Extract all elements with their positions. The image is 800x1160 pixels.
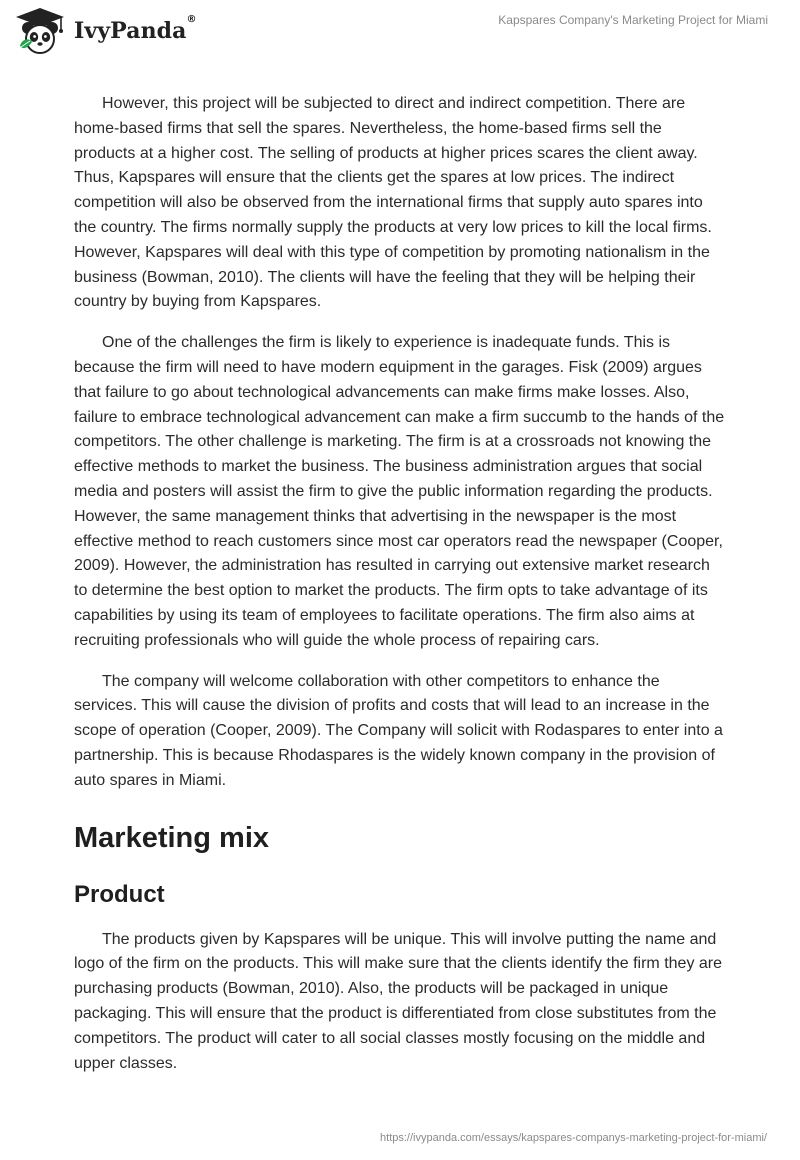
panda-graduate-icon <box>12 6 68 56</box>
heading-product: Product <box>74 880 165 908</box>
ivypanda-logo[interactable] <box>12 6 197 56</box>
paragraph-challenges: One of the challenges the firm is likely to experience is inadequate funds. This is because the firm will need to have modern equipment in the garages. Fisk (2009) argues that failure to go about technological advancements can make firms make losses. Also, failure to embrace technological advancement can make a firm succumb to the hands of the competitors. The other challenge is marketing. The firm is at a crossroads not knowing the effective methods to market the business. The business administration argues that social media and posters will assist the firm to give the public information regarding the products. However, the same management thinks that advertising in the newspaper is the most effective method to reach customers since most car operators read the newspaper (Cooper, 2009). However, the administration has resulted in carrying out extensive market research to determine the best option to market the products. The firm opts to take advantage of its capabilities by using its team of employees to facilitate operations. The firm also aims at recruiting professionals who will guide the whole process of repairing cars. <box>74 334 725 649</box>
essay-body <box>74 92 726 1092</box>
logo-wordmark: IvyPanda® <box>74 14 197 44</box>
document-title: Kapspares Company's Marketing Project for Miami <box>498 13 768 27</box>
paragraph-product: The products given by Kapspares will be unique. This will involve putting the name and logo of the firm on the products. This will make sure that the clients identify the firm they are purchasing products (Bowman, 2010). Also, the products will be packaged in unique packaging. This will ensure that the product is differentiated from close substitutes from the competitors. The product will cater to all social classes mostly focusing on the middle and upper classes. <box>74 930 723 1072</box>
paragraph-collaboration: The company will welcome collaboration with other competitors to enhance the services. This will cause the division of profits and costs that will lead to an increase in the scope of operation (Cooper, 2009). The Company will solicit with Rodaspares to enter into a partnership. This is because Rhodaspares is the widely known company in the provision of auto spares in Miami. <box>74 672 723 789</box>
page-header <box>0 0 800 66</box>
source-url-link[interactable]: https://ivypanda.com/essays/kapspares-companys-marketing-project-for-miami/ <box>380 1132 767 1144</box>
paragraph-competition: However, this project will be subjected to direct and indirect competition. There are home-based firms that sell the spares. Nevertheless, the home-based firms sell the products at a higher cost. The selling of products at higher prices scares the client away. Thus, Kapspares will ensure that the clients get the spares at low prices. The indirect competition will also be observed from the international firms that supply auto spares into the country. The firms normally supply the products at very low prices to kill the local firms. However, Kapspares will deal with this type of competition by promoting nationalism in the business (Bowman, 2010). The clients will have the feeling that they will be helping their country by buying from Kapspares. <box>74 95 712 311</box>
heading-marketing-mix: Marketing mix <box>74 821 269 854</box>
